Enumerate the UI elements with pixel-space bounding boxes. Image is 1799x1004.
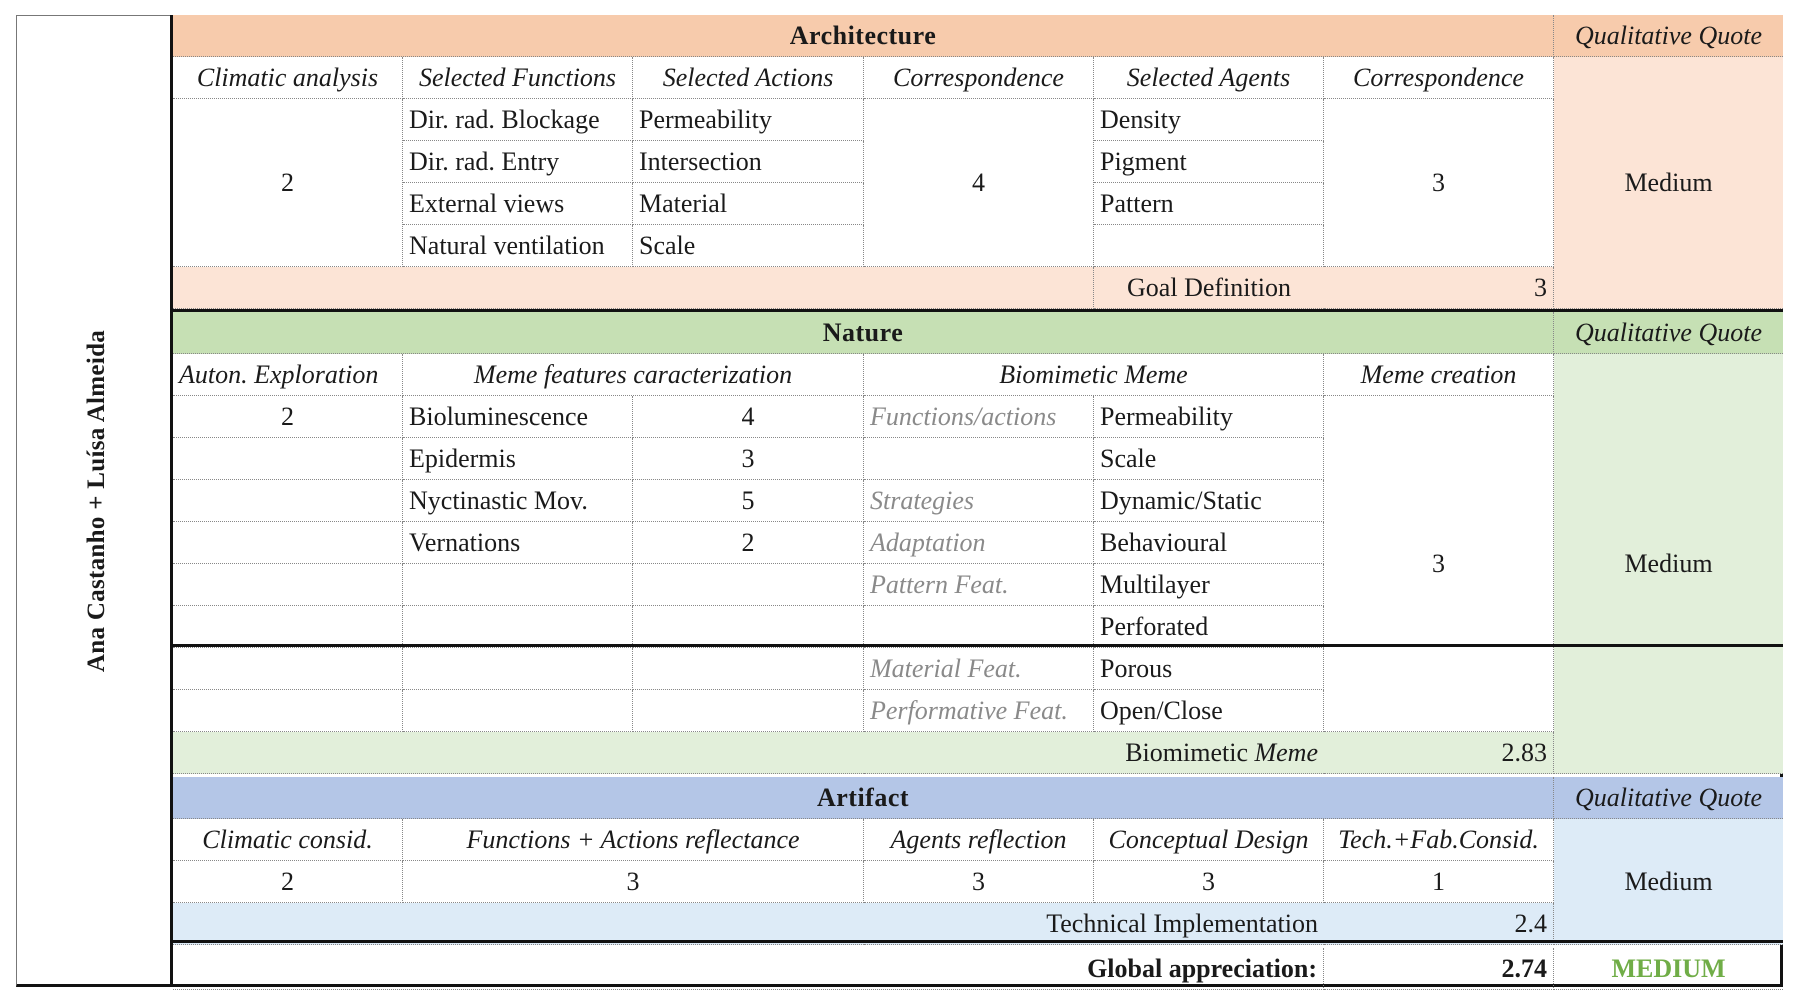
nature-column-header: Meme creation [1324, 354, 1554, 396]
auton-exploration-cell [173, 606, 403, 648]
meme-creation-score: 3 [1324, 396, 1554, 732]
meme-feature-score: 3 [633, 438, 864, 480]
meme-feature-score: 4 [633, 396, 864, 438]
technical-implementation-score: 2.4 [1324, 903, 1554, 945]
section-divider [173, 940, 1783, 943]
meme-feature-score [633, 564, 864, 606]
actions-correspondence-score: 4 [864, 99, 1094, 267]
goal-definition-score: 3 [1324, 267, 1554, 309]
biomimetic-meme-value: Scale [1094, 438, 1324, 480]
nature-column-header: Meme features caracterization [403, 354, 864, 396]
meme-feature-score: 5 [633, 480, 864, 522]
architecture-column-header: Selected Agents [1094, 57, 1324, 99]
biomimetic-meme-category: Performative Feat. [864, 690, 1094, 732]
biomimetic-meme-value: Behavioural [1094, 522, 1324, 564]
section-divider [173, 309, 1783, 312]
selected-function: Dir. rad. Entry [403, 141, 633, 183]
artifact-score: 3 [403, 861, 864, 903]
biomimetic-meme-value: Multilayer [1094, 564, 1324, 606]
biomimetic-meme-category: Adaptation [864, 522, 1094, 564]
meme-feature-name [403, 690, 633, 732]
meme-feature-score [633, 690, 864, 732]
artifact-column-header: Tech.+Fab.Consid. [1324, 819, 1554, 861]
auton-exploration-cell [173, 438, 403, 480]
architecture-column-header: Correspondence [864, 57, 1094, 99]
meme-feature-score [633, 648, 864, 690]
biomimetic-meme-label-plain: Biomimetic [1125, 737, 1248, 767]
meme-feature-score [633, 606, 864, 648]
architecture-qualitative-value: Medium [1554, 57, 1783, 309]
biomimetic-meme-value: Porous [1094, 648, 1324, 690]
meme-feature-name: Vernations [403, 522, 633, 564]
goal-definition-label: Goal Definition [1094, 267, 1324, 309]
selected-function: External views [403, 183, 633, 225]
auton-exploration-cell [173, 480, 403, 522]
artifact-column-header: Conceptual Design [1094, 819, 1324, 861]
meme-feature-name [403, 606, 633, 648]
biomimetic-meme-value: Dynamic/Static [1094, 480, 1324, 522]
team-name: Ana Castanho + Luísa Almeida [83, 329, 110, 673]
agents-correspondence-score: 3 [1324, 99, 1554, 267]
architecture-column-header: Climatic analysis [173, 57, 403, 99]
nature-column-header: Biomimetic Meme [864, 354, 1324, 396]
artifact-score: 1 [1324, 861, 1554, 903]
biomimetic-meme-category [864, 438, 1094, 480]
biomimetic-meme-category: Pattern Feat. [864, 564, 1094, 606]
architecture-column-header: Selected Functions [403, 57, 633, 99]
biomimetic-meme-value: Permeability [1094, 396, 1324, 438]
architecture-qualitative-label: Qualitative Quote [1554, 15, 1783, 57]
biomimetic-meme-spacer [173, 732, 864, 774]
climatic-analysis-score: 2 [173, 99, 403, 267]
meme-feature-name: Epidermis [403, 438, 633, 480]
artifact-qualitative-value: Medium [1554, 819, 1783, 945]
artifact-score: 3 [1094, 861, 1324, 903]
artifact-column-header: Climatic consid. [173, 819, 403, 861]
global-appreciation-rating: MEDIUM [1554, 948, 1783, 990]
biomimetic-meme-category: Strategies [864, 480, 1094, 522]
selected-function: Natural ventilation [403, 225, 633, 267]
artifact-title: Artifact [173, 777, 1554, 819]
architecture-title: Architecture [173, 15, 1554, 57]
selected-agent [1094, 225, 1324, 267]
meme-feature-name: Nyctinastic Mov. [403, 480, 633, 522]
artifact-score: 3 [864, 861, 1094, 903]
technical-implementation-label: Technical Implementation [864, 903, 1324, 945]
nature-column-header: Auton. Exploration [173, 354, 403, 396]
architecture-column-header: Selected Actions [633, 57, 864, 99]
goal-definition-spacer [173, 267, 1094, 309]
selected-action: Scale [633, 225, 864, 267]
global-appreciation-score: 2.74 [1324, 948, 1554, 990]
selected-agent: Pattern [1094, 183, 1324, 225]
selected-action: Intersection [633, 141, 864, 183]
meme-feature-name: Bioluminescence [403, 396, 633, 438]
meme-feature-name [403, 564, 633, 606]
auton-exploration-cell: 2 [173, 396, 403, 438]
biomimetic-meme-label [864, 732, 1324, 774]
technical-implementation-spacer [173, 903, 864, 945]
architecture-column-header: Correspondence [1324, 57, 1554, 99]
selected-action: Material [633, 183, 864, 225]
biomimetic-meme-score: 2.83 [1324, 732, 1554, 774]
artifact-column-header: Agents reflection [864, 819, 1094, 861]
artifact-qualitative-label: Qualitative Quote [1554, 777, 1783, 819]
global-appreciation-label: Global appreciation: [173, 948, 1324, 990]
nature-qualitative-value: Medium [1554, 354, 1783, 774]
artifact-score: 2 [173, 861, 403, 903]
auton-exploration-cell [173, 564, 403, 606]
artifact-column-header: Functions + Actions reflectance [403, 819, 864, 861]
section-divider [173, 644, 1783, 647]
nature-title: Nature [173, 312, 1554, 354]
selected-function: Dir. rad. Blockage [403, 99, 633, 141]
auton-exploration-cell [173, 648, 403, 690]
meme-feature-name [403, 648, 633, 690]
auton-exploration-cell [173, 522, 403, 564]
selected-agent: Density [1094, 99, 1324, 141]
biomimetic-meme-category [864, 606, 1094, 648]
auton-exploration-cell [173, 690, 403, 732]
biomimetic-meme-label-italic: Meme [1254, 737, 1318, 767]
selected-action: Permeability [633, 99, 864, 141]
biomimetic-meme-category: Material Feat. [864, 648, 1094, 690]
biomimetic-meme-value: Perforated [1094, 606, 1324, 648]
biomimetic-meme-category: Functions/actions [864, 396, 1094, 438]
meme-feature-score: 2 [633, 522, 864, 564]
biomimetic-meme-value: Open/Close [1094, 690, 1324, 732]
nature-qualitative-label: Qualitative Quote [1554, 312, 1783, 354]
selected-agent: Pigment [1094, 141, 1324, 183]
